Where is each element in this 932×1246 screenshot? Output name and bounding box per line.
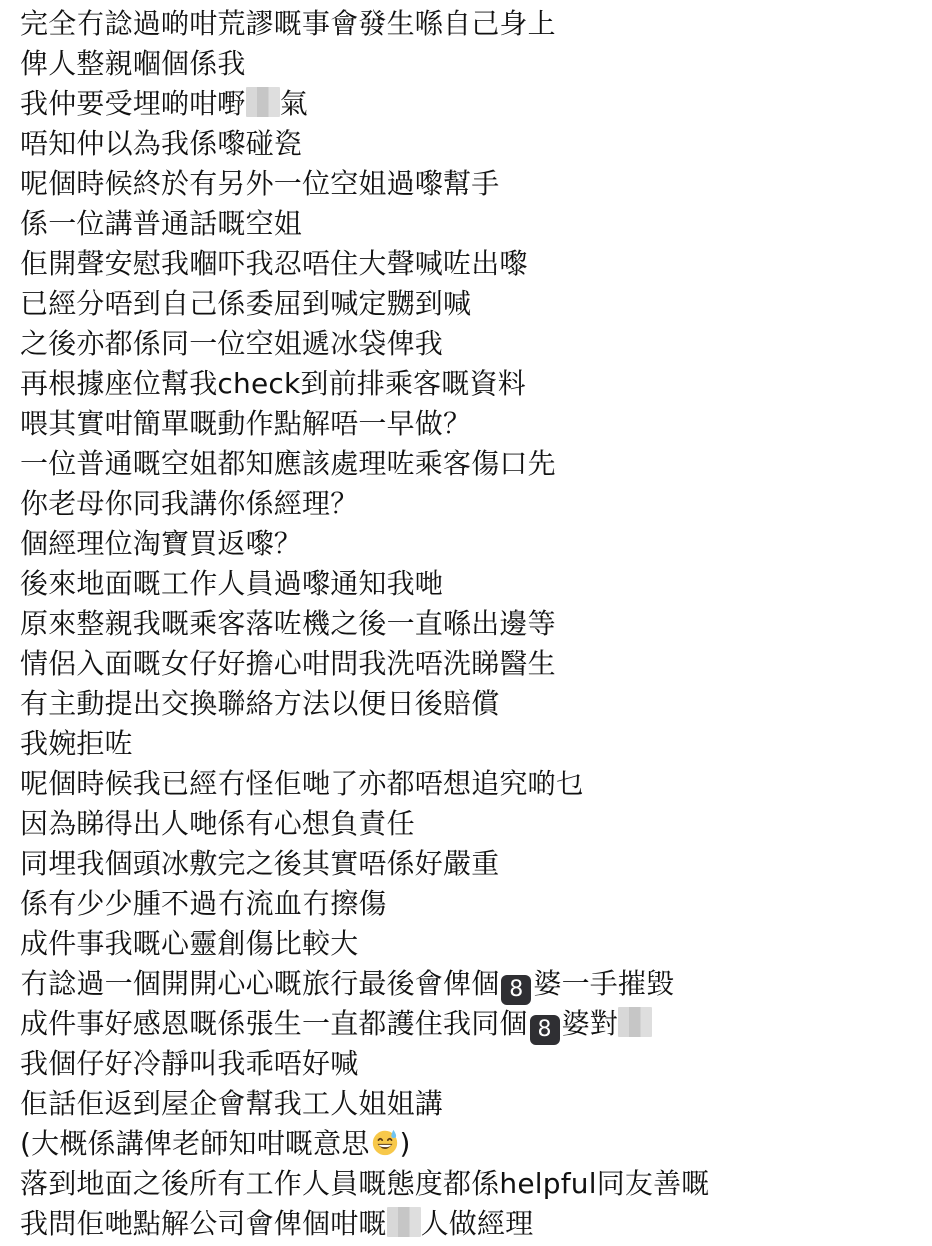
post-line bbox=[20, 684, 920, 724]
line-text: 因為睇得出人哋係有心想負責任 bbox=[20, 807, 415, 840]
line-text: 我個仔好冷靜叫我乖唔好喊 bbox=[20, 1047, 359, 1080]
post-line bbox=[20, 124, 920, 164]
post-line bbox=[20, 1204, 920, 1244]
line-text: 呢個時候終於有另外一位空姐過嚟幫手 bbox=[20, 167, 500, 200]
post-line bbox=[20, 444, 920, 484]
line-text: 佢話佢返到屋企會幫我工人姐姐講 bbox=[20, 1087, 444, 1120]
line-text: 婆一手摧毀 bbox=[533, 967, 675, 1000]
post-line bbox=[20, 44, 920, 84]
post-line bbox=[20, 164, 920, 204]
line-text: 有主動提出交換聯絡方法以便日後賠償 bbox=[20, 687, 500, 720]
post-line bbox=[20, 204, 920, 244]
line-text: 後來地面嘅工作人員過嚟通知我哋 bbox=[20, 567, 444, 600]
post-line bbox=[20, 364, 920, 404]
keycap-8-emoji: 8 bbox=[501, 975, 531, 1005]
post-line bbox=[20, 724, 920, 764]
line-text: 唔知仲以為我係嚟碰瓷 bbox=[20, 127, 303, 160]
post-line bbox=[20, 1124, 920, 1164]
line-text: 人做經理 bbox=[420, 1207, 534, 1240]
post-line bbox=[20, 244, 920, 284]
line-text: 冇諗過一個開開心心嘅旅行最後會俾個 bbox=[20, 967, 500, 1000]
line-text: 個經理位淘寶買返嚟？ bbox=[20, 527, 303, 560]
line-text: 完全冇諗過啲咁荒謬嘅事會發生喺自己身上 bbox=[20, 7, 556, 40]
line-text: 俾人整親嗰個係我 bbox=[20, 47, 246, 80]
line-text: 一位普通嘅空姐都知應該處理咗乘客傷口先 bbox=[20, 447, 556, 480]
post-line bbox=[20, 1004, 920, 1044]
keycap-8-emoji: 8 bbox=[530, 1015, 560, 1045]
post-line bbox=[20, 1044, 920, 1084]
line-text: 原來整親我嘅乘客落咗機之後一直喺出邊等 bbox=[20, 607, 556, 640]
post-line bbox=[20, 644, 920, 684]
line-text: 同埋我個頭冰敷完之後其實唔係好嚴重 bbox=[20, 847, 500, 880]
line-text: 係有少少腫不過冇流血冇擦傷 bbox=[20, 887, 387, 920]
post-line bbox=[20, 844, 920, 884]
post-line bbox=[20, 484, 920, 524]
line-text: (大概係講俾老師知咁嘅意思 bbox=[20, 1127, 370, 1160]
post-line bbox=[20, 284, 920, 324]
line-text: 已經分唔到自己係委屈到喊定嬲到喊 bbox=[20, 287, 472, 320]
censored-word-mosaic bbox=[387, 1207, 421, 1237]
post-body bbox=[20, 4, 920, 1244]
post-line bbox=[20, 804, 920, 844]
line-text: 我婉拒咗 bbox=[20, 727, 133, 760]
post-line bbox=[20, 924, 920, 964]
post-line bbox=[20, 604, 920, 644]
post-line bbox=[20, 564, 920, 604]
line-text: 成件事好感恩嘅係張生一直都護住我同個 bbox=[20, 1007, 528, 1040]
line-text: 落到地面之後所有工作人員嘅態度都係helpful同友善嘅 bbox=[20, 1167, 710, 1200]
grinning-sweat-emoji bbox=[370, 1127, 400, 1157]
line-text: 我仲要受埋啲咁嘢 bbox=[20, 87, 246, 120]
post-line bbox=[20, 524, 920, 564]
post-line bbox=[20, 1164, 920, 1204]
post-line bbox=[20, 404, 920, 444]
line-text: 之後亦都係同一位空姐遞冰袋俾我 bbox=[20, 327, 444, 360]
line-text: 你老母你同我講你係經理？ bbox=[20, 487, 359, 520]
line-text: ) bbox=[399, 1127, 411, 1160]
line-text: 氣 bbox=[279, 87, 308, 120]
post-line bbox=[20, 324, 920, 364]
line-text: 成件事我嘅心靈創傷比較大 bbox=[20, 927, 359, 960]
line-text: 佢開聲安慰我嗰吓我忍唔住大聲喊咗出嚟 bbox=[20, 247, 528, 280]
line-text: 呢個時候我已經冇怪佢哋了亦都唔想追究啲乜 bbox=[20, 767, 585, 800]
post-line bbox=[20, 4, 920, 44]
line-text: 再根據座位幫我check到前排乘客嘅資料 bbox=[20, 367, 526, 400]
line-text: 情侶入面嘅女仔好擔心咁問我洗唔洗睇醫生 bbox=[20, 647, 556, 680]
post-line bbox=[20, 84, 920, 124]
line-text: 係一位講普通話嘅空姐 bbox=[20, 207, 303, 240]
line-text: 我問佢哋點解公司會俾個咁嘅 bbox=[20, 1207, 387, 1240]
post-line bbox=[20, 884, 920, 924]
post-line bbox=[20, 1084, 920, 1124]
censored-word-mosaic bbox=[618, 1007, 652, 1037]
line-text: 婆對 bbox=[561, 1007, 619, 1040]
censored-word-mosaic bbox=[246, 87, 280, 117]
line-text: 喂其實咁簡單嘅動作點解唔一早做？ bbox=[20, 407, 472, 440]
post-line bbox=[20, 764, 920, 804]
post-line bbox=[20, 964, 920, 1004]
